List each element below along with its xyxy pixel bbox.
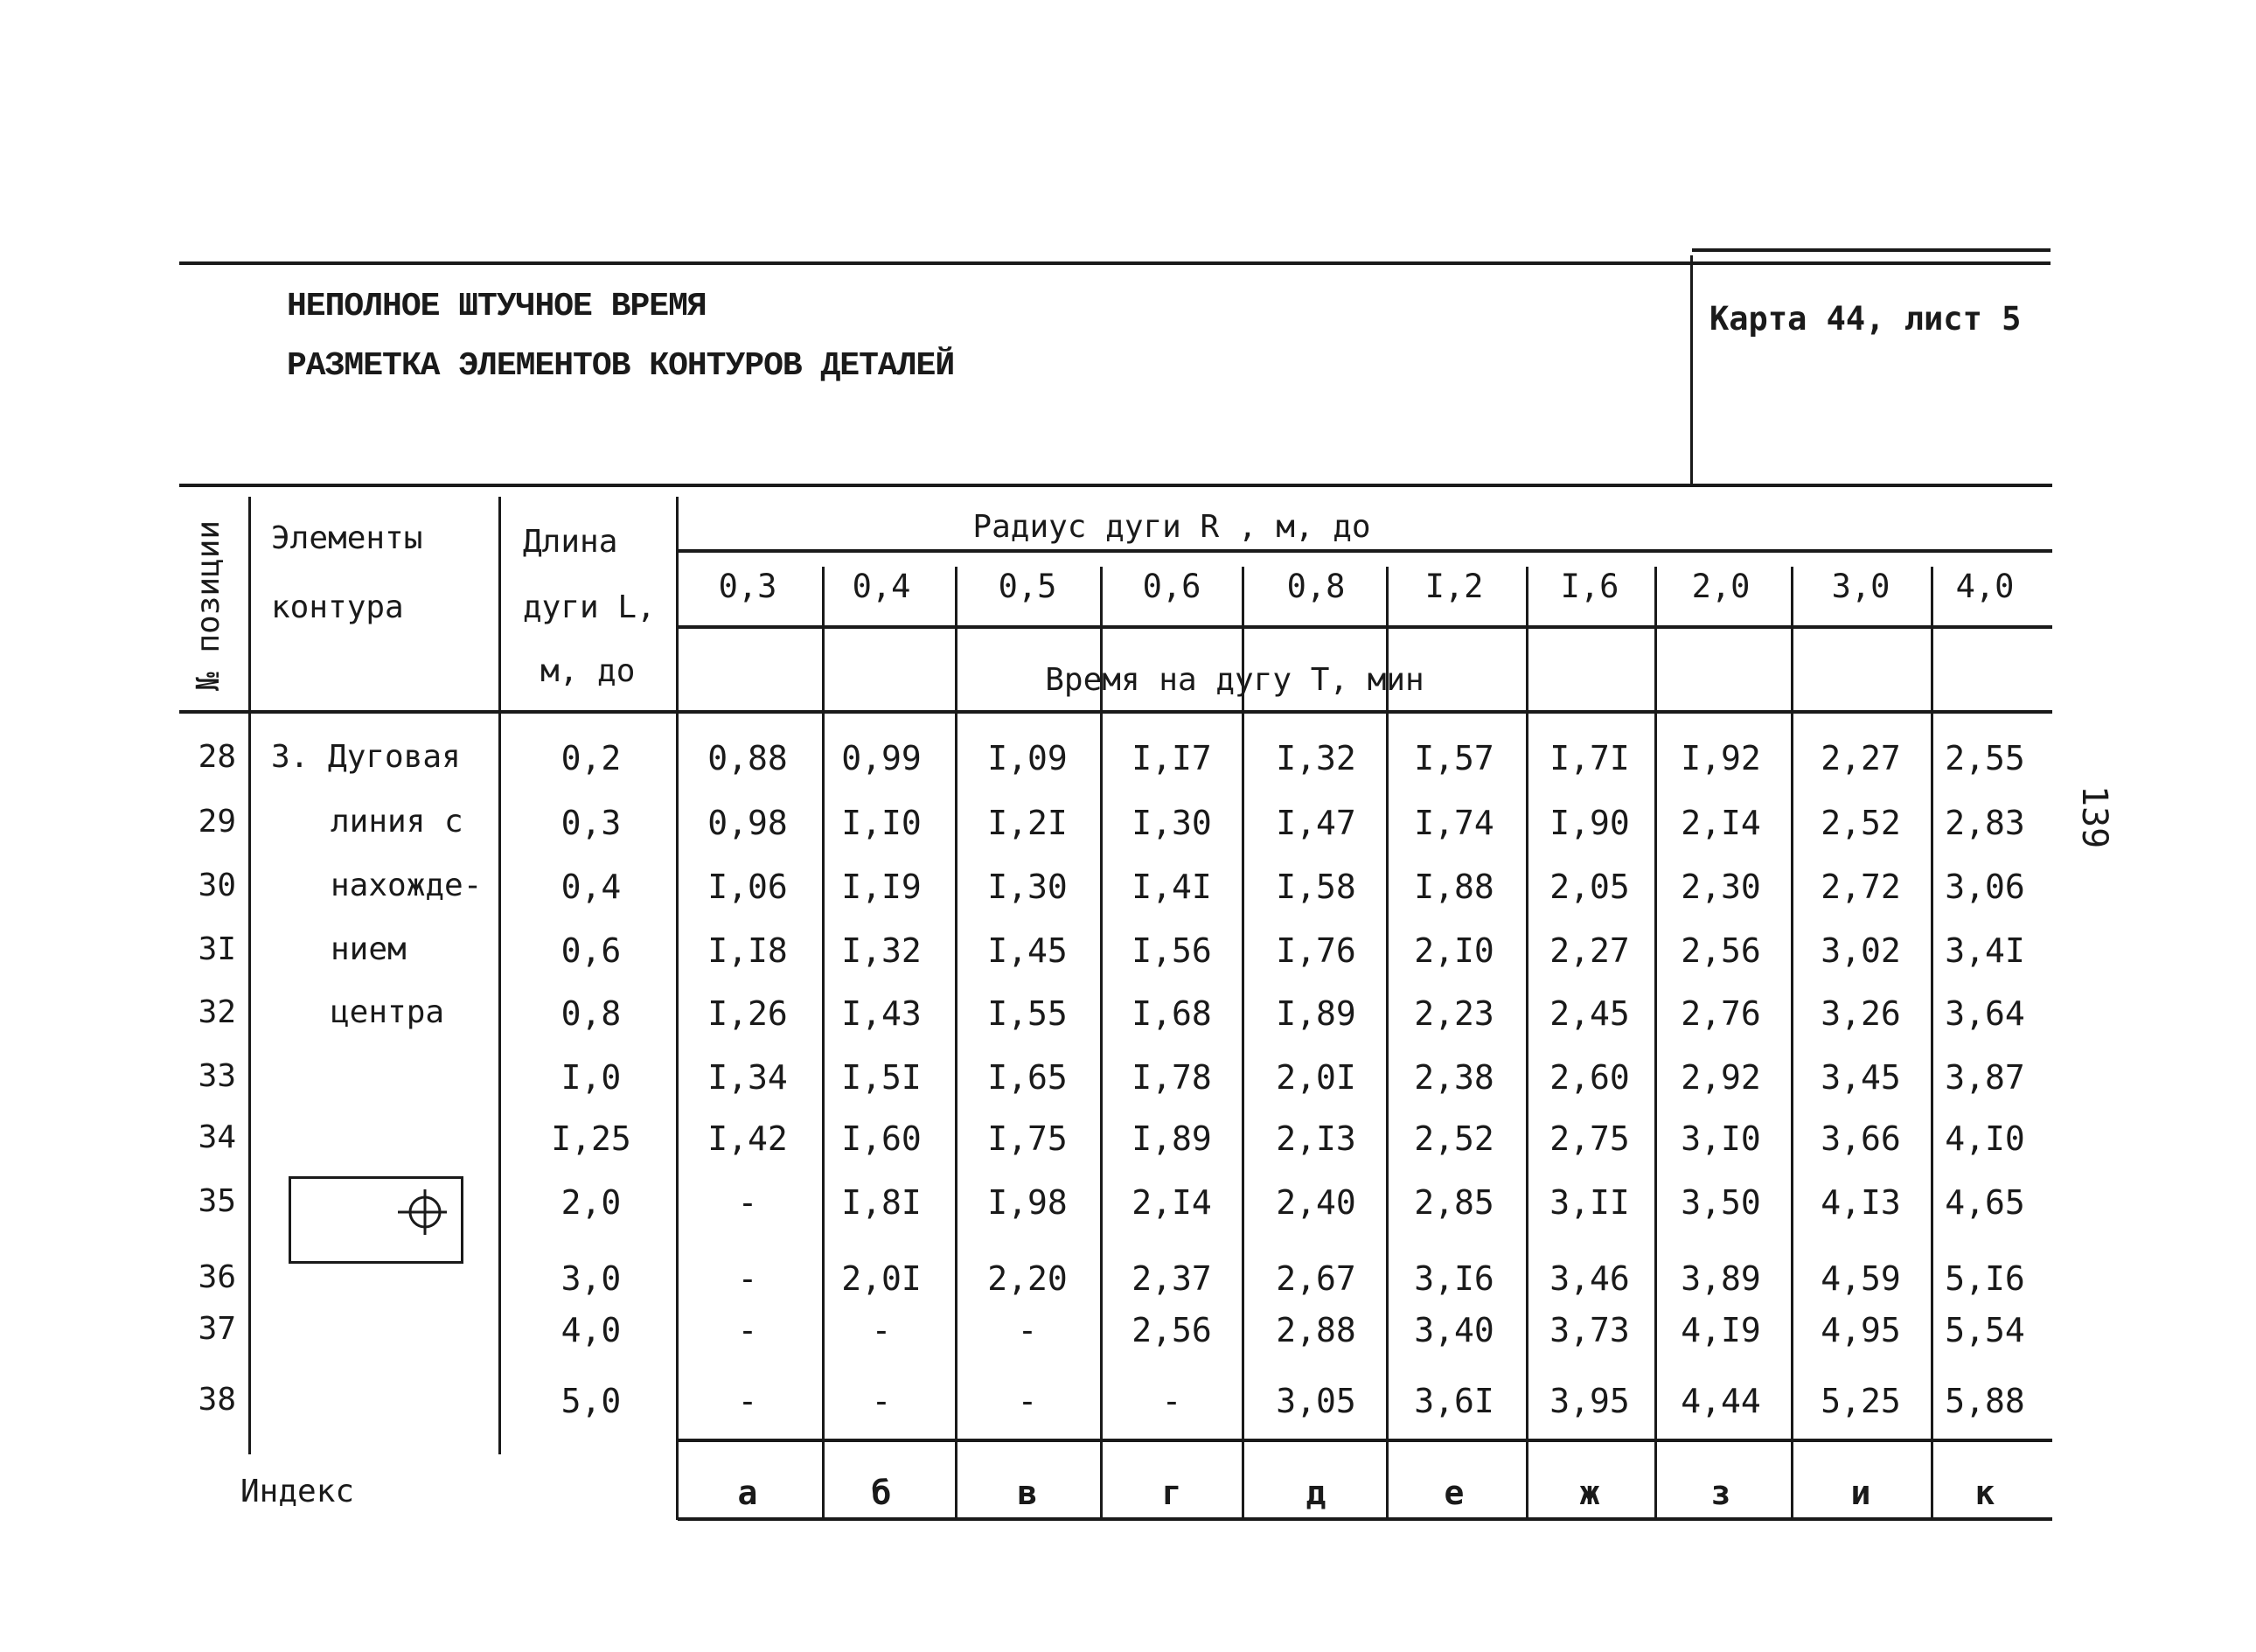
row-arc-length: 4,0	[561, 1311, 622, 1349]
time-value-cell: 2,45	[1549, 994, 1630, 1033]
header-bottom-rule	[179, 710, 2052, 714]
top-rule-left	[179, 261, 2051, 265]
time-value-cell: I,74	[1414, 804, 1494, 842]
time-value-cell: 3,6I	[1414, 1382, 1494, 1420]
row-position-number: 32	[198, 994, 236, 1030]
time-value-cell: 3,66	[1821, 1119, 1901, 1158]
row-arc-length: I,25	[551, 1119, 631, 1158]
time-value-cell: I,78	[1131, 1058, 1212, 1097]
time-value-cell: 3,4I	[1945, 931, 2025, 970]
index-letter: д	[1306, 1474, 1326, 1512]
row-position-number: 38	[198, 1382, 236, 1418]
time-value-cell: 2,05	[1549, 868, 1630, 906]
row-arc-length: 0,6	[561, 931, 622, 970]
time-value-cell: I,I8	[707, 931, 788, 970]
time-value-cell: 4,95	[1821, 1311, 1901, 1349]
time-value-cell: I,55	[987, 994, 1068, 1033]
radius-value: 0,3	[718, 568, 777, 605]
time-value-cell: 3,87	[1945, 1058, 2025, 1097]
time-value-cell: 0,88	[707, 739, 788, 777]
time-value-cell: 4,I0	[1945, 1119, 2025, 1158]
time-value-cell: I,I9	[841, 868, 922, 906]
time-value-cell: I,45	[987, 931, 1068, 970]
time-value-cell: 3,I6	[1414, 1259, 1494, 1298]
time-value-cell: 2,0I	[841, 1259, 922, 1298]
index-letter: е	[1444, 1474, 1465, 1512]
page-number: 139	[2074, 785, 2114, 849]
time-value-cell: 3,46	[1549, 1259, 1630, 1298]
time-value-cell: 2,60	[1549, 1058, 1630, 1097]
radius-value: 0,6	[1142, 568, 1201, 605]
time-value-cell: 2,52	[1414, 1119, 1494, 1158]
row-arc-length: 0,4	[561, 868, 622, 906]
time-value-cell: -	[1017, 1311, 1038, 1349]
time-value-cell: 3,45	[1821, 1058, 1901, 1097]
index-letter: б	[871, 1474, 892, 1512]
time-value-cell: 2,83	[1945, 804, 2025, 842]
col-divider-value	[955, 567, 957, 1520]
radius-value: 2,0	[1691, 568, 1751, 605]
time-value-cell: I,43	[841, 994, 922, 1033]
time-value-cell: 0,98	[707, 804, 788, 842]
card-reference: Карта 44, лист 5	[1709, 300, 2022, 338]
time-value-cell: I,I7	[1131, 739, 1212, 777]
time-value-cell: I,06	[707, 868, 788, 906]
time-value-cell: 3,89	[1681, 1259, 1761, 1298]
time-value-cell: 2,92	[1681, 1058, 1761, 1097]
time-value-cell: I,42	[707, 1119, 788, 1158]
index-letter: г	[1161, 1474, 1182, 1512]
time-value-cell: 3,06	[1945, 868, 2025, 906]
index-letter: ж	[1579, 1474, 1600, 1512]
time-value-cell: -	[871, 1311, 892, 1349]
col-divider-value	[1386, 567, 1389, 1520]
time-value-cell: 2,0I	[1276, 1058, 1356, 1097]
radius-header: Радиус дуги R , м, до	[972, 509, 1371, 545]
radius-value: 0,5	[998, 568, 1057, 605]
time-value-cell: 5,88	[1945, 1382, 2025, 1420]
time-value-cell: 2,20	[987, 1259, 1068, 1298]
row-arc-length: 3,0	[561, 1259, 622, 1298]
time-value-cell: 3,02	[1821, 931, 1901, 970]
radius-value: 0,4	[852, 568, 911, 605]
row-position-number: 3I	[198, 931, 236, 967]
time-value-cell: 2,37	[1131, 1259, 1212, 1298]
time-value-cell: I,89	[1131, 1119, 1212, 1158]
table-top-rule	[179, 484, 2052, 487]
time-value-cell: 2,75	[1549, 1119, 1630, 1158]
time-value-cell: I,65	[987, 1058, 1068, 1097]
row-position-number: 28	[198, 739, 236, 775]
time-value-cell: I,47	[1276, 804, 1356, 842]
time-value-cell: 2,I0	[1414, 931, 1494, 970]
time-value-cell: I,8I	[841, 1183, 922, 1222]
time-value-cell: I,58	[1276, 868, 1356, 906]
row-arc-length: 0,8	[561, 994, 622, 1033]
time-value-cell: 3,40	[1414, 1311, 1494, 1349]
time-value-cell: 4,44	[1681, 1382, 1761, 1420]
time-header: Время на дугу Т, мин	[1045, 662, 1424, 698]
time-value-cell: I,4I	[1131, 868, 1212, 906]
row-arc-length: 5,0	[561, 1382, 622, 1420]
time-value-cell: 2,I4	[1681, 804, 1761, 842]
time-value-cell: I,57	[1414, 739, 1494, 777]
time-value-cell: 2,56	[1131, 1311, 1212, 1349]
index-letter: и	[1850, 1474, 1871, 1512]
time-value-cell: 3,II	[1549, 1183, 1630, 1222]
time-value-cell: 3,50	[1681, 1183, 1761, 1222]
length-header-line1: Длина	[523, 524, 618, 560]
time-value-cell: 2,40	[1276, 1183, 1356, 1222]
row-position-number: 33	[198, 1058, 236, 1094]
elements-header-line2: контура	[271, 589, 404, 625]
time-value-cell: I,09	[987, 739, 1068, 777]
index-label: Индекс	[240, 1474, 355, 1509]
element-description-line: центра	[331, 994, 445, 1030]
time-value-cell: 4,I9	[1681, 1311, 1761, 1349]
time-value-cell: -	[737, 1183, 758, 1222]
element-description-line: нахожде-	[331, 868, 483, 903]
time-value-cell: I,32	[841, 931, 922, 970]
row-position-number: 29	[198, 804, 236, 840]
col-divider-value	[1791, 567, 1793, 1520]
time-value-cell: 4,I3	[1821, 1183, 1901, 1222]
element-description-line: линия с	[331, 804, 463, 840]
time-value-cell: -	[737, 1382, 758, 1420]
time-value-cell: 2,67	[1276, 1259, 1356, 1298]
element-description-line: 3. Дуговая	[271, 739, 461, 775]
length-header-line2: дуги L,	[523, 589, 656, 625]
arc-center-icon	[291, 1179, 461, 1261]
row-arc-length: 0,2	[561, 739, 622, 777]
time-value-cell: I,34	[707, 1058, 788, 1097]
col-divider-elements	[498, 497, 501, 1454]
time-value-cell: I,I0	[841, 804, 922, 842]
col-divider-value	[1526, 567, 1528, 1520]
col-divider-value	[1100, 567, 1103, 1520]
doc-title-line2: РАЗМЕТКА ЭЛЕМЕНТОВ КОНТУРОВ ДЕТАЛЕЙ	[287, 347, 955, 385]
time-value-cell: 0,99	[841, 739, 922, 777]
time-value-cell: 2,56	[1681, 931, 1761, 970]
time-value-cell: 2,I3	[1276, 1119, 1356, 1158]
radius-value: I,2	[1424, 568, 1484, 605]
time-value-cell: 3,73	[1549, 1311, 1630, 1349]
radii-rule	[678, 625, 2052, 629]
time-value-cell: I,30	[987, 868, 1068, 906]
time-value-cell: 2,I4	[1131, 1183, 1212, 1222]
row-arc-length: I,0	[561, 1058, 622, 1097]
time-value-cell: 3,05	[1276, 1382, 1356, 1420]
body-bottom-rule	[678, 1439, 2052, 1442]
time-value-cell: 2,30	[1681, 868, 1761, 906]
time-value-cell: 3,64	[1945, 994, 2025, 1033]
time-value-cell: -	[871, 1382, 892, 1420]
time-value-cell: 2,85	[1414, 1183, 1494, 1222]
time-value-cell: -	[737, 1259, 758, 1298]
index-letter: к	[1974, 1474, 1995, 1512]
time-value-cell: 5,25	[1821, 1382, 1901, 1420]
time-value-cell: 3,I0	[1681, 1119, 1761, 1158]
row-position-number: 37	[198, 1311, 236, 1347]
time-value-cell: 3,26	[1821, 994, 1901, 1033]
time-value-cell: I,56	[1131, 931, 1212, 970]
time-value-cell: I,30	[1131, 804, 1212, 842]
time-value-cell: I,75	[987, 1119, 1068, 1158]
time-value-cell: I,7I	[1549, 739, 1630, 777]
index-letter: а	[737, 1474, 758, 1512]
col-divider-position	[248, 497, 251, 1454]
header-divider	[1690, 255, 1693, 487]
time-value-cell: I,88	[1414, 868, 1494, 906]
index-letter: в	[1017, 1474, 1038, 1512]
col-divider-value	[1931, 567, 1933, 1520]
row-position-number: 34	[198, 1119, 236, 1155]
time-value-cell: -	[1017, 1382, 1038, 1420]
time-value-cell: I,68	[1131, 994, 1212, 1033]
time-value-cell: 2,72	[1821, 868, 1901, 906]
radius-value: 3,0	[1831, 568, 1890, 605]
time-value-cell: -	[737, 1311, 758, 1349]
row-arc-length: 2,0	[561, 1183, 622, 1222]
time-value-cell: I,89	[1276, 994, 1356, 1033]
time-value-cell: 2,76	[1681, 994, 1761, 1033]
index-bottom-rule	[678, 1517, 2052, 1521]
row-arc-length: 0,3	[561, 804, 622, 842]
time-value-cell: 5,54	[1945, 1311, 2025, 1349]
col-divider-value	[822, 567, 825, 1520]
time-value-cell: I,5I	[841, 1058, 922, 1097]
time-value-cell: I,2I	[987, 804, 1068, 842]
time-value-cell: 2,88	[1276, 1311, 1356, 1349]
time-value-cell: 2,55	[1945, 739, 2025, 777]
time-value-cell: 3,95	[1549, 1382, 1630, 1420]
contour-sketch	[289, 1176, 463, 1264]
time-value-cell: I,92	[1681, 739, 1761, 777]
top-rule-right	[1692, 248, 2051, 252]
time-value-cell: I,60	[841, 1119, 922, 1158]
radius-value: I,6	[1560, 568, 1619, 605]
time-value-cell: 4,59	[1821, 1259, 1901, 1298]
element-description-line: нием	[331, 931, 407, 967]
time-value-cell: I,76	[1276, 931, 1356, 970]
time-value-cell: 5,I6	[1945, 1259, 2025, 1298]
time-value-cell: I,90	[1549, 804, 1630, 842]
time-value-cell: 2,23	[1414, 994, 1494, 1033]
time-value-cell: I,32	[1276, 739, 1356, 777]
time-value-cell: 2,38	[1414, 1058, 1494, 1097]
radius-value: 4,0	[1955, 568, 2015, 605]
row-position-number: 35	[198, 1183, 236, 1219]
time-value-cell: I,26	[707, 994, 788, 1033]
radius-value: 0,8	[1286, 568, 1346, 605]
col-divider-value	[1242, 567, 1244, 1520]
time-value-cell: I,98	[987, 1183, 1068, 1222]
radius-header-rule	[678, 549, 2052, 553]
time-value-cell: -	[1161, 1382, 1182, 1420]
row-position-number: 30	[198, 868, 236, 903]
time-value-cell: 2,27	[1821, 739, 1901, 777]
elements-header-line1: Элементы	[271, 520, 423, 556]
index-letter: з	[1710, 1474, 1731, 1512]
col-divider-length	[676, 497, 679, 1520]
row-position-number: 36	[198, 1259, 236, 1295]
col-divider-value	[1654, 567, 1657, 1520]
time-value-cell: 2,52	[1821, 804, 1901, 842]
time-value-cell: 2,27	[1549, 931, 1630, 970]
doc-title-line1: НЕПОЛНОЕ ШТУЧНОЕ ВРЕМЯ	[287, 288, 707, 325]
position-column-header: № позиции	[191, 519, 226, 691]
time-value-cell: 4,65	[1945, 1183, 2025, 1222]
length-header-line3: м, до	[540, 653, 636, 689]
